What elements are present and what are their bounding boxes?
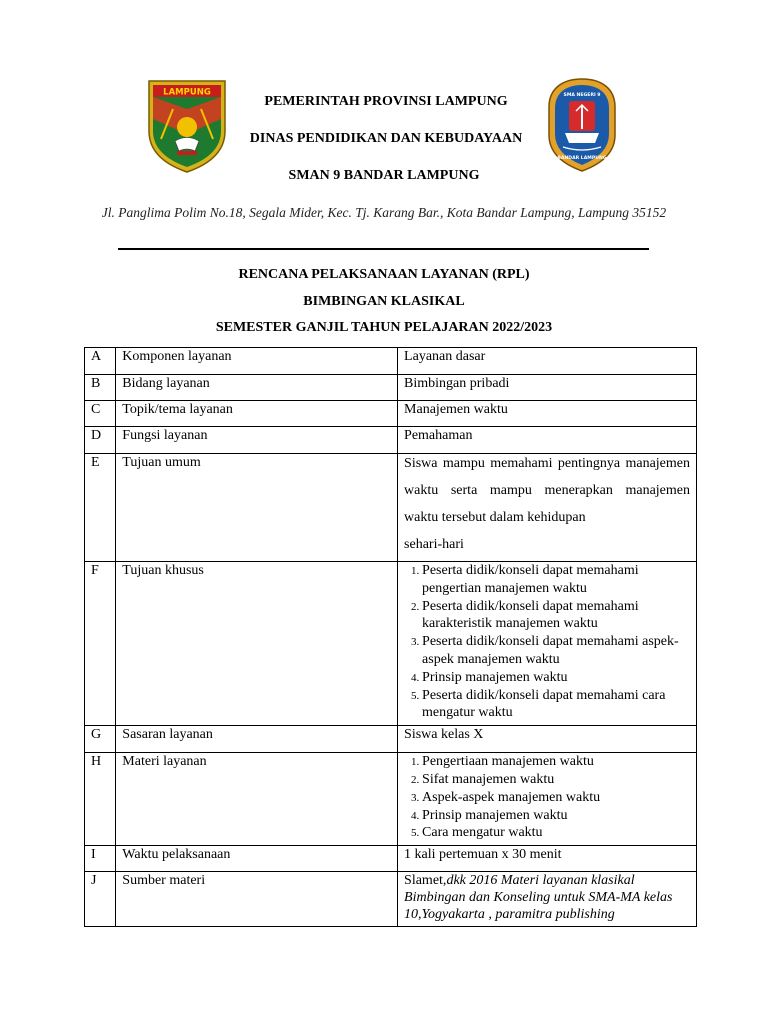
- row-label: Waktu pelaksanaan: [116, 846, 398, 872]
- table-row: [85, 872, 697, 927]
- row-label: Sasaran layanan: [116, 726, 398, 753]
- row-code: D: [85, 427, 116, 454]
- list-item: 5. Peserta didik/konseli dapat memahami cara mengatur waktu: [422, 687, 690, 723]
- row-label: Sumber materi: [116, 872, 398, 927]
- source-reference: dkk 2016 Materi layanan klasikal Bimbingan dan Konseling untuk SMA-MA kelas 10,Yogyakarta , paramitra publishing: [404, 873, 673, 923]
- svg-text:LAMPUNG: LAMPUNG: [163, 87, 211, 98]
- table-row: [85, 753, 697, 846]
- row-label: Materi layanan: [116, 753, 398, 846]
- table-row: [85, 846, 697, 872]
- document-title: RENCANA PELAKSANAAN LAYANAN (RPL): [238, 267, 530, 282]
- row-code: A: [85, 348, 116, 375]
- row-label: Bidang layanan: [116, 375, 398, 401]
- row-value: 1 kali pertemuan x 30 menit: [398, 846, 697, 872]
- row-code: H: [85, 753, 116, 846]
- row-value: Manajemen waktu: [398, 401, 697, 427]
- list-item: 5. Cara mengatur waktu: [422, 824, 690, 842]
- row-code: C: [85, 401, 116, 427]
- list-item: 4. Prinsip manajemen waktu: [422, 807, 690, 825]
- table-row: [85, 726, 697, 753]
- rpl-table: [84, 347, 697, 927]
- list-item: 4. Prinsip manajemen waktu: [422, 669, 690, 687]
- row-label: Fungsi layanan: [116, 427, 398, 454]
- row-label: Komponen layanan: [116, 348, 398, 375]
- svg-text:BANDAR LAMPUNG: BANDAR LAMPUNG: [557, 156, 607, 161]
- row-code: B: [85, 375, 116, 401]
- document-subtitle: BIMBINGAN KLASIKAL: [303, 294, 465, 309]
- row-value: [398, 872, 697, 927]
- row-label: Topik/tema layanan: [116, 401, 398, 427]
- row-value: Layanan dasar: [398, 348, 697, 375]
- row-label: Tujuan umum: [116, 454, 398, 562]
- list-item: 3. Aspek-aspek manajemen waktu: [422, 789, 690, 807]
- list-item: 2. Sifat manajemen waktu: [422, 771, 690, 789]
- row-code: F: [85, 562, 116, 726]
- table-row: [85, 401, 697, 427]
- table-row: [85, 562, 697, 726]
- row-code: J: [85, 872, 116, 927]
- table-row: [85, 454, 697, 562]
- letterhead-government: PEMERINTAH PROVINSI LAMPUNG: [264, 94, 508, 109]
- row-code: I: [85, 846, 116, 872]
- list-item: 2. Peserta didik/konseli dapat memahami karakteristik manajemen waktu: [422, 598, 690, 634]
- goal-text: Siswa mampu memahami pentingnya manajemen waktu serta mampu menerapkan manajemen waktu tersebut dalam kehidupan: [404, 456, 690, 525]
- letterhead-divider: [118, 248, 649, 250]
- material-list: [404, 753, 690, 842]
- document-semester: SEMESTER GANJIL TAHUN PELAJARAN 2022/2023: [215, 320, 553, 335]
- letterhead-department: DINAS PENDIDIKAN DAN KEBUDAYAAN: [249, 131, 523, 146]
- list-item: 3. Peserta didik/konseli dapat memahami aspek-aspek manajemen waktu: [422, 633, 690, 669]
- row-value: [398, 753, 697, 846]
- row-value: Siswa kelas X: [398, 726, 697, 753]
- school-emblem: [547, 77, 617, 173]
- source-author: Slamet,: [404, 873, 447, 889]
- row-code: G: [85, 726, 116, 753]
- row-value: Bimbingan pribadi: [398, 375, 697, 401]
- row-value: Pemahaman: [398, 427, 697, 454]
- row-value: [398, 562, 697, 726]
- list-item: 1. Pengertiaan manajemen waktu: [422, 753, 690, 771]
- row-code: E: [85, 454, 116, 562]
- svg-text:SMA NEGERI 9: SMA NEGERI 9: [563, 93, 601, 98]
- list-item: 1. Peserta didik/konseli dapat memahami pengertian manajemen waktu: [422, 562, 690, 598]
- table-row: [85, 375, 697, 401]
- specific-goals-list: [404, 562, 690, 722]
- letterhead-school: SMAN 9 BANDAR LAMPUNG: [288, 168, 480, 183]
- row-label: Tujuan khusus: [116, 562, 398, 726]
- row-value: [398, 454, 697, 562]
- school-address: Jl. Panglima Polim No.18, Segala Mider, Kec. Tj. Karang Bar., Kota Bandar Lampung, Lampung 35152: [101, 205, 667, 220]
- goal-text-end: sehari-hari: [404, 537, 464, 552]
- table-row: [85, 348, 697, 375]
